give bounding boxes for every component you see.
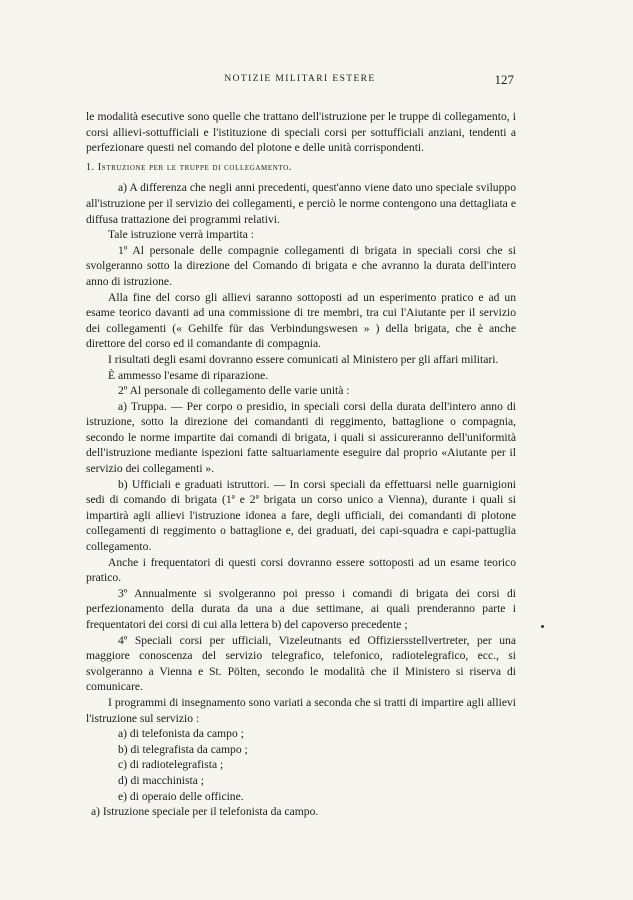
- margin-speck: [541, 625, 544, 628]
- section-heading: 1. Istruzione per le truppe di collegamento.: [86, 161, 292, 173]
- running-head-title: NOTIZIE MILITARI ESTERE: [224, 74, 376, 84]
- running-header: [86, 72, 514, 90]
- list-item: c) di radiotelegrafista ;: [118, 758, 224, 772]
- paragraph: b) Ufficiali e graduati istruttori. — In corsi speciali da effettuarsi nelle guarnigioni sedi di comando di brigata (1ª e 2ª brigata un corso unico a Vienna), durante i quali si impartirà agli allievi l'istruzione idonea a fare, degli ufficiali, dei comandanti di plotone collegamenti di reggimento o battaglione e, dei graduati, dei capi-squadra e capi-pattuglia collegamento.: [86, 477, 516, 554]
- list-item: a) di telefonista da campo ;: [118, 727, 244, 741]
- page-body: [86, 109, 516, 820]
- paragraph: 1º Al personale delle compagnie collegamenti di brigata in speciali corsi che si svolgeranno sotto la direzione del Comando di brigata e che avranno la durata dell'intero anno di istruzione.: [86, 243, 516, 288]
- paragraph: 2º Al personale di collegamento delle varie unità :: [118, 384, 350, 398]
- paragraph: a) Truppa. — Per corpo o presidio, in speciali corsi della durata dell'intero anno di istruzione, sotto la direzione dei comandanti di reggimento, battaglione o compagnia, secondo le norme impartite dai comandi di brigata, i quali si assicureranno dell'uniformità dell'istruzione mediante ispezioni fatte saltuariamente eseguire dal proprio «Aiutante per il servizio dei collegamenti ».: [86, 399, 516, 476]
- paragraph: 4º Speciali corsi per ufficiali, Vizeleutnants ed Offiziersstellvertreter, per una maggiore conoscenza del servizio telegrafico, telefonico, radiotelegrafico, ecc., si svolgeranno a Vienna e St. Pölten, secondo le modalità che il Ministero si riserva di comunicare.: [86, 633, 516, 694]
- paragraph: 3º Annualmente si svolgeranno poi presso i comandi di brigata dei corsi di perfezionamento della durata da una a due settimane, ai quali prenderanno parte i frequentatori dei corsi di cui alla lettera b) del capoverso precedente ;: [86, 586, 516, 631]
- list-item: d) di macchinista ;: [118, 773, 204, 787]
- subsection-heading: a) Istruzione speciale per il telefonista da campo.: [91, 805, 319, 819]
- paragraph: Anche i frequentatori di questi corsi dovranno essere sottoposti ad un esame teorico pratico.: [86, 555, 516, 585]
- paragraph: È ammesso l'esame di riparazione.: [108, 368, 269, 382]
- paragraph: a) A differenza che negli anni precedenti, quest'anno viene dato uno speciale sviluppo all'istruzione per il servizio dei collegamenti, e perciò le norme contengono una dettagliata e diffusa trattazione dei programmi relativi.: [86, 181, 516, 226]
- list-item: e) di operaio delle officine.: [118, 789, 244, 803]
- page-number: 127: [494, 72, 514, 87]
- paragraph: Alla fine del corso gli allievi saranno sottoposti ad un esperimento pratico e ad un esame teorico davanti ad una commissione di tre membri, tra cui l'Aiutante per il servizio dei collegamenti (« Gehilfe für das Verbindungswesen » ) della brigata, che è anche direttore del corso ed il comandante di compagnia.: [86, 290, 516, 351]
- list-item: b) di telegrafista da campo ;: [118, 742, 248, 756]
- paragraph: I risultati degli esami dovranno essere comunicati al Ministero per gli affari militari.: [108, 352, 499, 366]
- paragraph: le modalità esecutive sono quelle che trattano dell'istruzione per le truppe di collegamento, i corsi allievi-sottufficiali e l'istituzione di speciali corsi per sottufficiali anziani, tendenti a perfezionare questi nel comando del plotone e delle unità corrispondenti.: [86, 110, 516, 155]
- paragraph: Tale istruzione verrà impartita :: [108, 228, 254, 242]
- paragraph: I programmi di insegnamento sono variati a seconda che si tratti di impartire agli allievi l'istruzione sul servizio :: [86, 695, 516, 725]
